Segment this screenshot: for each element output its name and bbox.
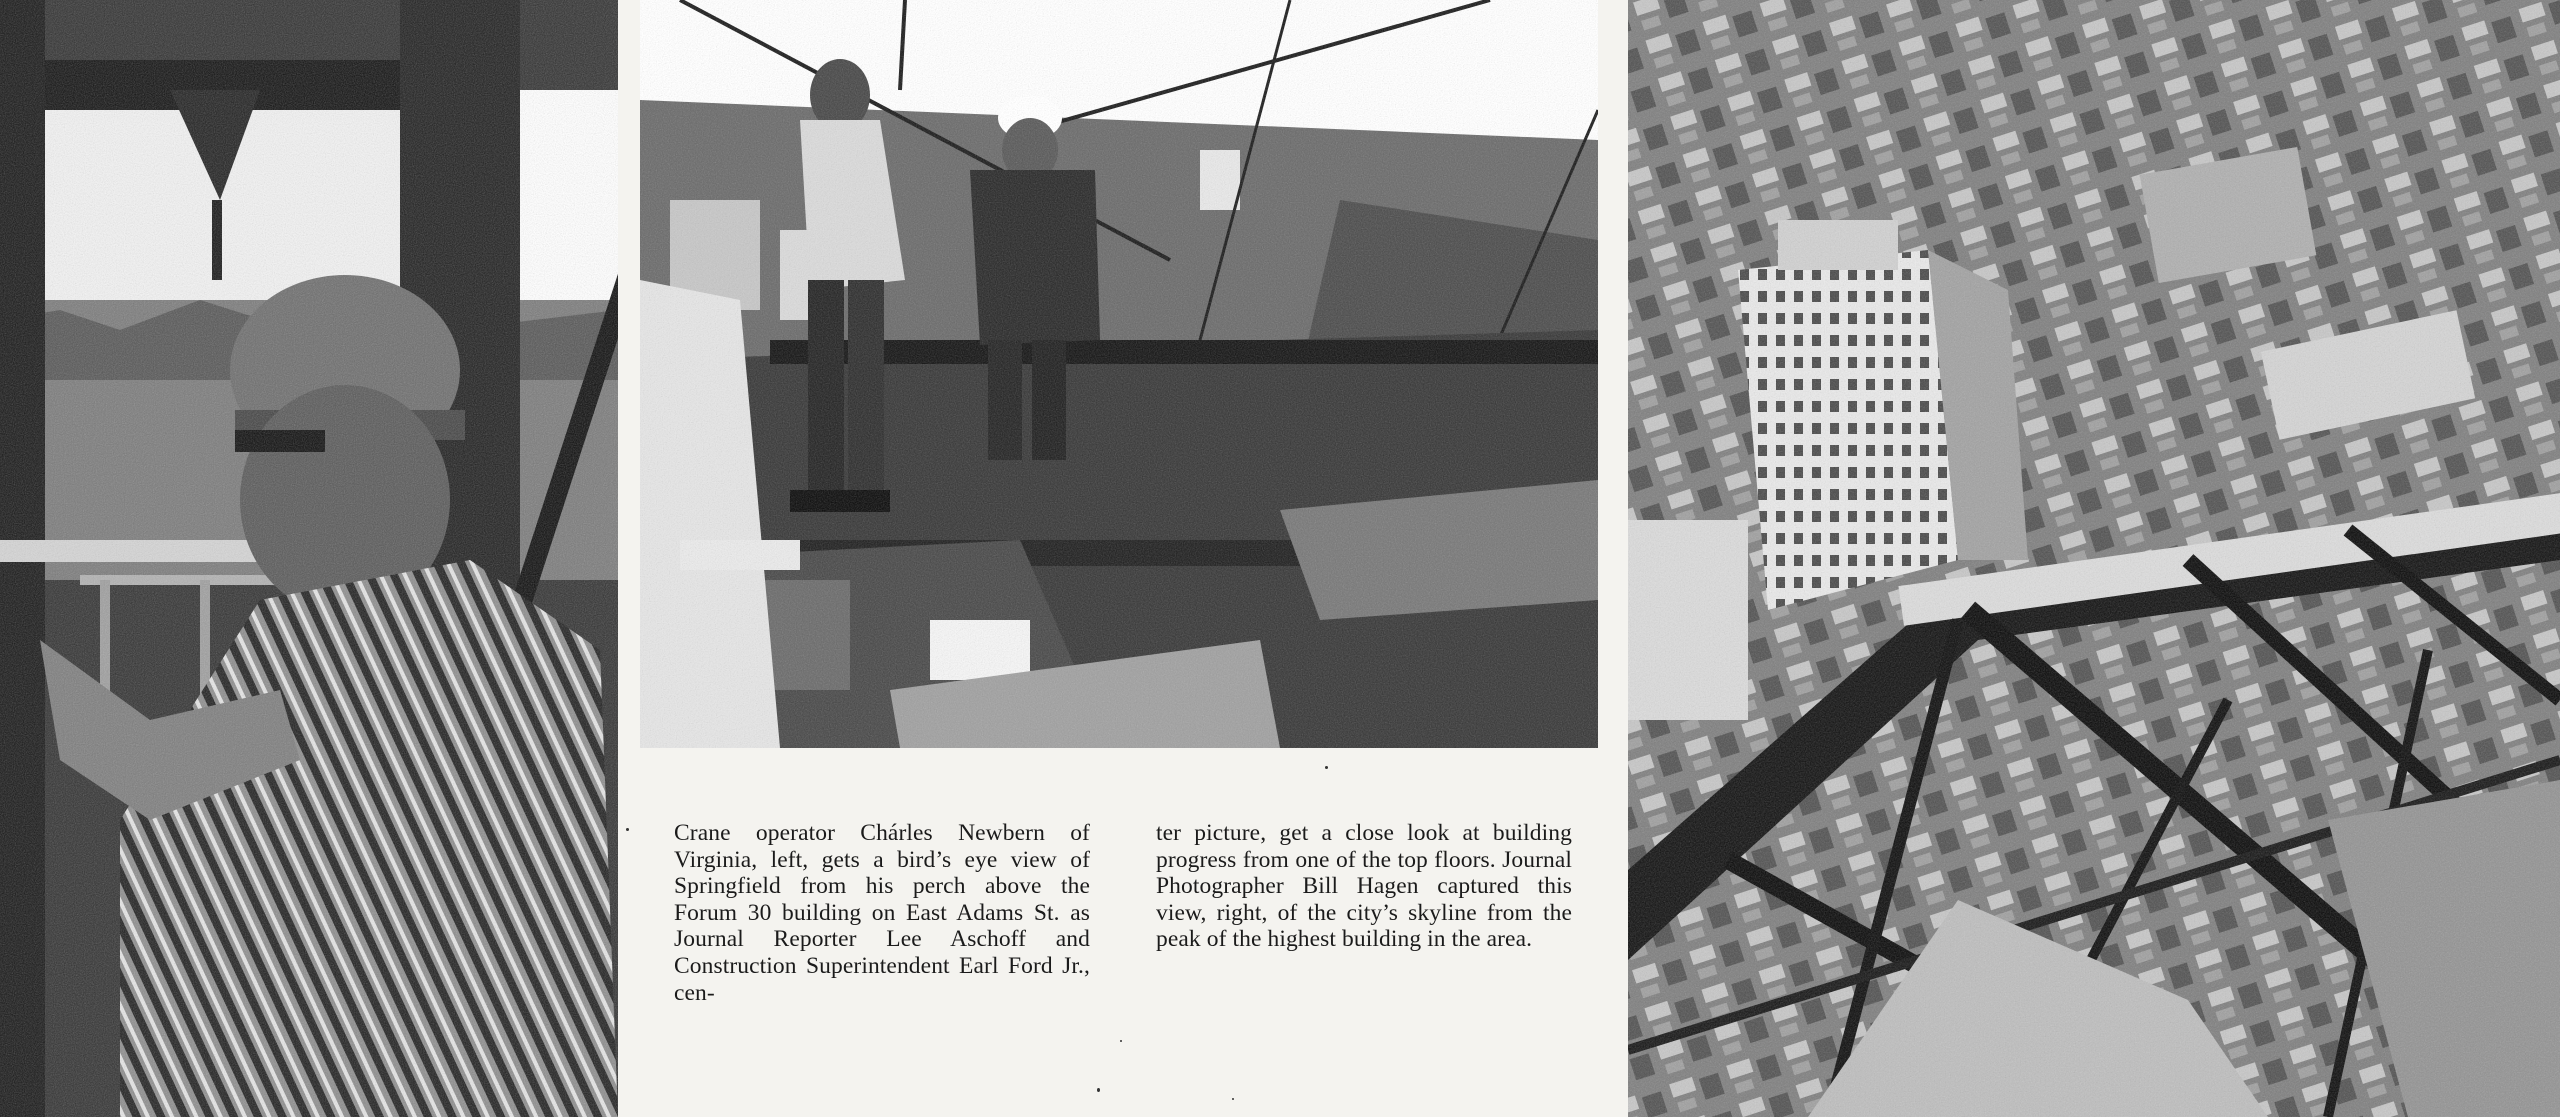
newsprint-speck bbox=[1325, 766, 1328, 769]
skyline-aerial-photo-art bbox=[1628, 0, 2560, 1117]
newsprint-speck bbox=[1232, 1098, 1234, 1100]
caption-column-2: ter picture, get a close look at building progress from one of the top floors. Journal Photographer Bill Hagen captured this view, right, of the city’s skyline from the peak of the highest building in the area. bbox=[1156, 820, 1572, 953]
crane-operator-photo bbox=[0, 0, 618, 1117]
skyline-aerial-photo bbox=[1628, 0, 2560, 1117]
crane-operator-photo-art bbox=[0, 0, 618, 1117]
men-on-deck-photo-art bbox=[640, 0, 1598, 748]
newsprint-speck bbox=[1120, 1040, 1122, 1042]
newsprint-speck bbox=[626, 828, 629, 831]
newsprint-speck bbox=[1097, 1088, 1100, 1092]
men-on-deck-photo bbox=[640, 0, 1598, 748]
caption-column-1: Crane operator Chárles Newbern of Virginia, left, gets a bird’s eye view of Springfield from his perch above the Forum 30 building on East Adams St. as Journal Reporter Lee Aschoff and Construction Superintendent Earl Ford Jr., cen- bbox=[674, 820, 1090, 1006]
